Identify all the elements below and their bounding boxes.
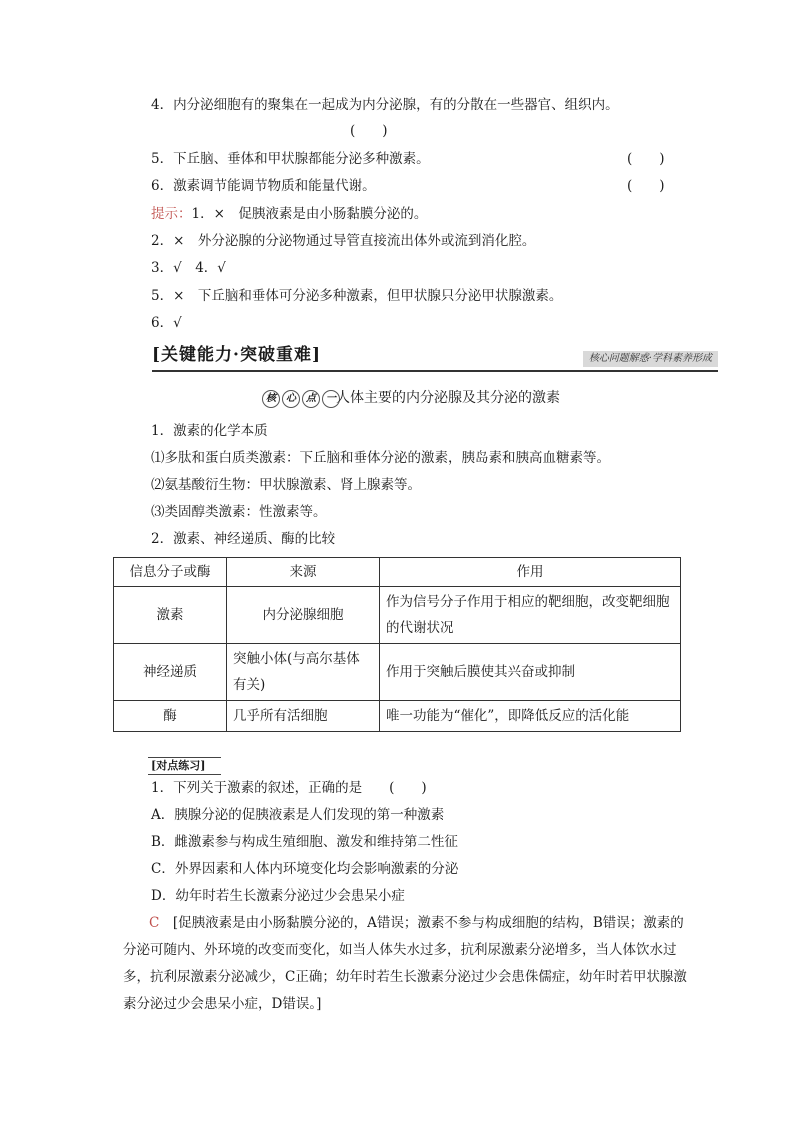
- badge-char-1: 核: [262, 390, 280, 408]
- table-cell: 突触小体(与高尔基体有关): [227, 644, 380, 701]
- body-item-3: ⑶类固醇类激素：性激素等。: [151, 504, 327, 520]
- table-header: 来源: [227, 558, 380, 587]
- explanation-text: [促胰液素是由小肠黏膜分泌的，A错误；激素不参与构成细胞的结构，B错误；激素的分泌可随内、外环境的改变而变化，如当人体失水过多，抗利尿激素分泌增多，当人体饮水过多，抗利尿激素分泌减少，C正确；幼年时若生长激素分泌过少会患侏儒症，幼年时若甲状腺激素分泌过少会患呆小症，D错误。]: [123, 915, 687, 1012]
- section-tag: 核心问题解惑·学科素养形成: [583, 351, 718, 367]
- badge-char-4: 一: [322, 390, 340, 408]
- section-header: [152, 342, 718, 372]
- table-header: 信息分子或酶: [114, 558, 227, 587]
- hint-1: 1．× 促胰液素是由小肠黏膜分泌的。: [191, 206, 428, 222]
- hint-line-1: [151, 203, 427, 225]
- badge-char-2: 心: [282, 390, 300, 408]
- hint-label: 提示：: [151, 206, 192, 222]
- table-cell: 作用于突触后膜使其兴奋或抑制: [380, 644, 681, 701]
- body-heading-1: 1．激素的化学本质: [151, 423, 268, 439]
- answer-letter: C: [149, 915, 160, 931]
- option-c: C．外界因素和人体内环境变化均会影响激素的分泌: [151, 861, 459, 877]
- table-cell: 内分泌腺细胞: [227, 587, 380, 644]
- hint-5: 5．× 下丘脑和垂体可分泌多种激素，但甲状腺只分泌甲状腺激素。: [151, 288, 563, 304]
- option-b: B．雌激素参与构成生殖细胞、激发和维持第二性征: [151, 834, 458, 850]
- body-item-2: ⑵氨基酸衍生物：甲状腺激素、肾上腺素等。: [151, 477, 421, 493]
- table-cell: 作为信号分子作用于相应的靶细胞，改变靶细胞的代谢状况: [380, 587, 681, 644]
- body-heading-2: 2．激素、神经递质、酶的比较: [151, 531, 336, 547]
- key-point-title: 人体主要的内分泌腺及其分泌的激素: [336, 390, 560, 406]
- statement-5: 5．下丘脑、垂体和甲状腺都能分泌多种激素。: [151, 151, 430, 167]
- statement-4: 4．内分泌细胞有的聚集在一起成为内分泌腺，有的分散在一些器官、组织内。: [151, 97, 619, 113]
- statement-6: 6．激素调节能调节物质和能量代谢。: [151, 178, 376, 194]
- key-point-badge: [262, 390, 340, 408]
- table-cell: 酶: [114, 701, 227, 732]
- table-cell: 神经递质: [114, 644, 227, 701]
- option-d: D．幼年时若生长激素分泌过少会患呆小症: [151, 888, 405, 904]
- answer-explanation: [123, 910, 693, 1018]
- table-row: [114, 701, 681, 732]
- statement-6-paren: ( ): [627, 178, 665, 194]
- table-header: 作用: [380, 558, 681, 587]
- table-cell: 激素: [114, 587, 227, 644]
- statement-4-paren: ( ): [350, 123, 388, 139]
- badge-char-3: 点: [302, 390, 320, 408]
- table-header-row: [114, 558, 681, 587]
- table-cell: 唯一功能为“催化”，即降低反应的活化能: [380, 701, 681, 732]
- table-row: [114, 587, 681, 644]
- section-title: [关键能力·突破重难]: [152, 345, 322, 365]
- hint-3: 3．√ 4．√: [151, 260, 226, 276]
- table-cell: 几乎所有活细胞: [227, 701, 380, 732]
- option-a: A．胰腺分泌的促胰液素是人们发现的第一种激素: [151, 807, 445, 823]
- hint-6: 6．√: [151, 315, 182, 331]
- hint-2: 2．× 外分泌腺的分泌物通过导管直接流出体外或流到消化腔。: [151, 233, 536, 249]
- comparison-table: [113, 557, 681, 732]
- statement-5-paren: ( ): [627, 151, 665, 167]
- body-item-1: ⑴多肽和蛋白质类激素：下丘脑和垂体分泌的激素，胰岛素和胰高血糖素等。: [151, 450, 610, 466]
- table-row: [114, 644, 681, 701]
- question-stem: 1．下列关于激素的叙述，正确的是 ( ): [151, 780, 427, 796]
- practice-label: [对点练习]: [148, 757, 221, 775]
